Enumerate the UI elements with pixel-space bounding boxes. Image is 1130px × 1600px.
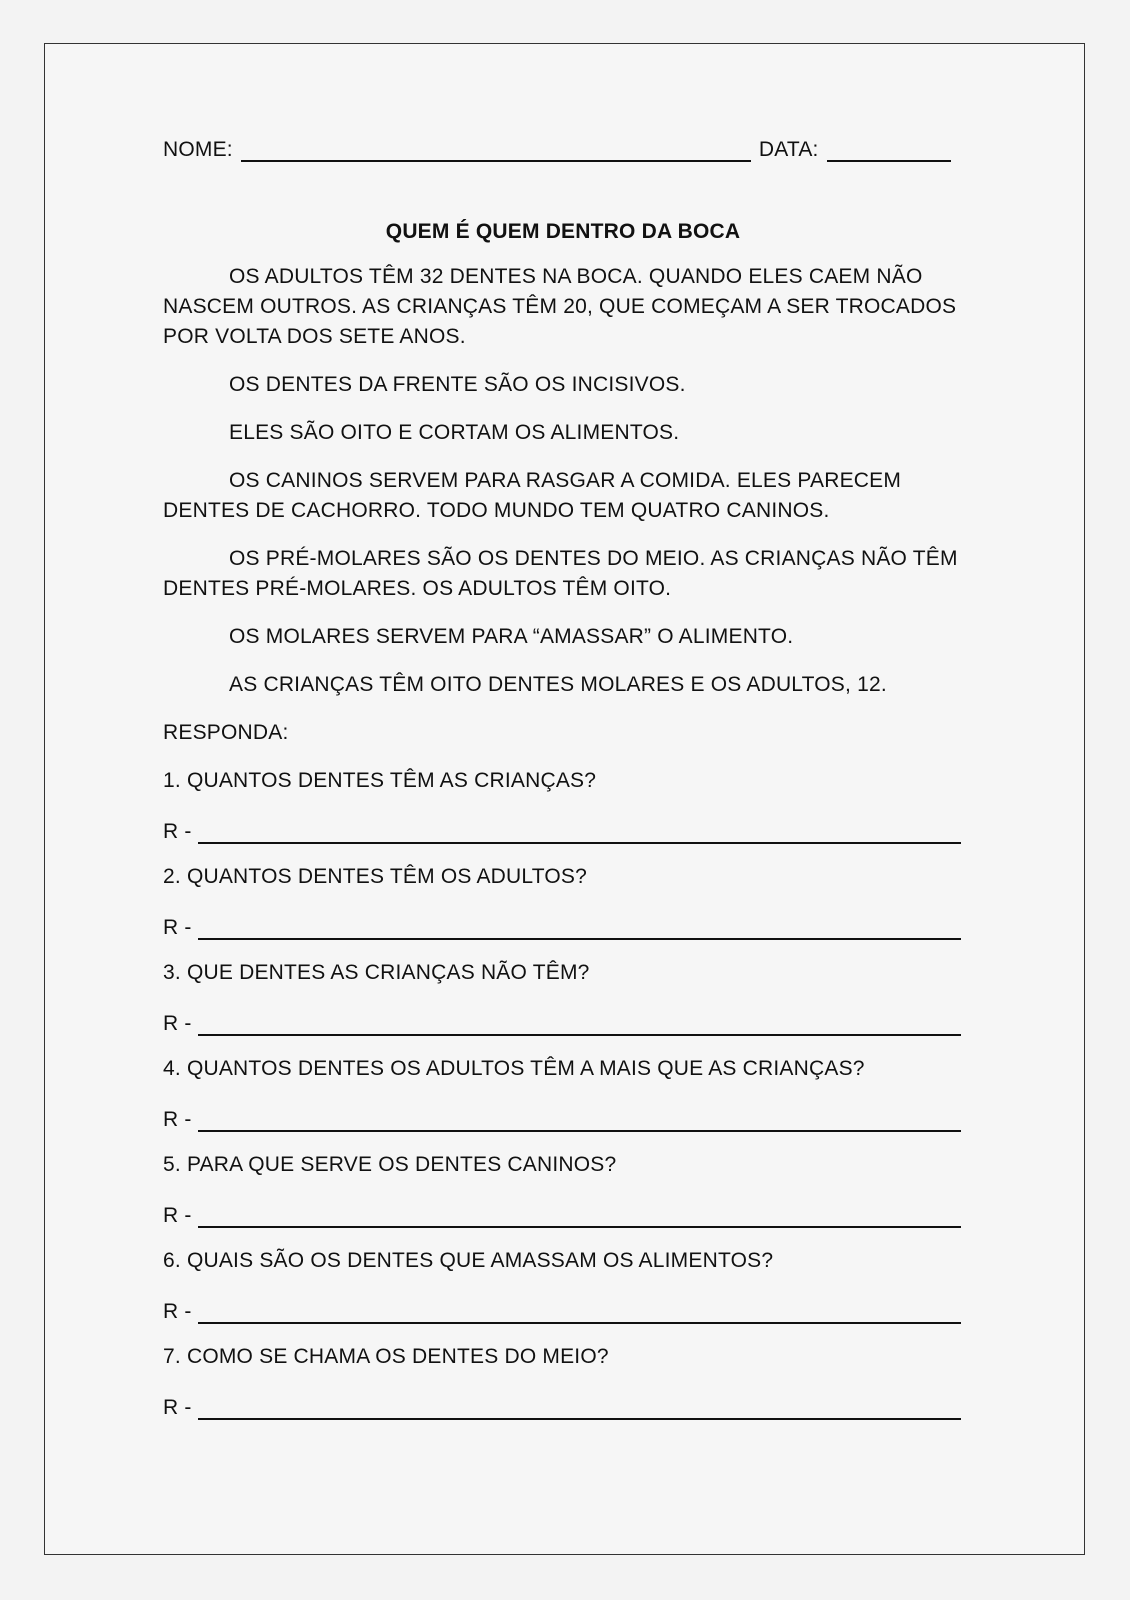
answer-7[interactable] bbox=[163, 1390, 963, 1420]
answer-blank-line[interactable] bbox=[198, 1302, 961, 1324]
answer-blank-line[interactable] bbox=[198, 822, 961, 844]
question-5: 5. PARA QUE SERVE OS DENTES CANINOS? bbox=[163, 1153, 617, 1176]
question-3: 3. QUE DENTES AS CRIANÇAS NÃO TÊM? bbox=[163, 961, 590, 984]
answer-label: R - bbox=[163, 1108, 192, 1131]
worksheet-page bbox=[44, 43, 1085, 1555]
paragraph-incisors: OS DENTES DA FRENTE SÃO OS INCISIVOS. bbox=[229, 373, 686, 396]
answer-blank-line[interactable] bbox=[198, 1110, 961, 1132]
question-2: 2. QUANTOS DENTES TÊM OS ADULTOS? bbox=[163, 865, 587, 888]
worksheet-content bbox=[163, 132, 963, 1420]
answer-1[interactable] bbox=[163, 814, 963, 844]
answer-label: R - bbox=[163, 1012, 192, 1035]
respond-label: RESPONDA: bbox=[163, 721, 289, 744]
date-blank-line[interactable] bbox=[827, 138, 951, 162]
answer-3[interactable] bbox=[163, 1006, 963, 1036]
answer-label: R - bbox=[163, 1396, 192, 1419]
answer-2[interactable] bbox=[163, 910, 963, 940]
worksheet-title: QUEM É QUEM DENTRO DA BOCA bbox=[385, 220, 741, 243]
paragraph-incisors-count: ELES SÃO OITO E CORTAM OS ALIMENTOS. bbox=[229, 421, 680, 444]
paragraph-premolars: OS PRÉ-MOLARES SÃO OS DENTES DO MEIO. AS CRIANÇAS NÃO TÊM DENTES PRÉ-MOLARES. OS ADULTOS TÊM OITO. bbox=[163, 547, 958, 600]
answer-6[interactable] bbox=[163, 1294, 963, 1324]
answer-label: R - bbox=[163, 1204, 192, 1227]
paragraph-molars: OS MOLARES SERVEM PARA “AMASSAR” O ALIMENTO. bbox=[229, 625, 794, 648]
paragraph-canines: OS CANINOS SERVEM PARA RASGAR A COMIDA. ELES PARECEM DENTES DE CACHORRO. TODO MUNDO TEM QUATRO CANINOS. bbox=[163, 469, 902, 522]
name-blank-line[interactable] bbox=[241, 138, 751, 162]
question-7: 7. COMO SE CHAMA OS DENTES DO MEIO? bbox=[163, 1345, 609, 1368]
answer-label: R - bbox=[163, 1300, 192, 1323]
paragraph-adults-teeth: OS ADULTOS TÊM 32 DENTES NA BOCA. QUANDO ELES CAEM NÃO NASCEM OUTROS. AS CRIANÇAS TÊM 20, QUE COMEÇAM A SER TROCADOS POR VOLTA DOS SETE ANOS. bbox=[163, 265, 957, 348]
answer-label: R - bbox=[163, 916, 192, 939]
answer-5[interactable] bbox=[163, 1198, 963, 1228]
answer-label: R - bbox=[163, 820, 192, 843]
answer-blank-line[interactable] bbox=[198, 1398, 961, 1420]
question-1: 1. QUANTOS DENTES TÊM AS CRIANÇAS? bbox=[163, 769, 597, 792]
question-6: 6. QUAIS SÃO OS DENTES QUE AMASSAM OS ALIMENTOS? bbox=[163, 1249, 774, 1272]
date-label: DATA: bbox=[758, 138, 819, 161]
header-fields bbox=[163, 132, 963, 162]
paragraph-molars-count: AS CRIANÇAS TÊM OITO DENTES MOLARES E OS ADULTOS, 12. bbox=[229, 673, 887, 696]
name-label: NOME: bbox=[163, 138, 233, 161]
answer-blank-line[interactable] bbox=[198, 918, 961, 940]
answer-4[interactable] bbox=[163, 1102, 963, 1132]
answer-blank-line[interactable] bbox=[198, 1014, 961, 1036]
question-4: 4. QUANTOS DENTES OS ADULTOS TÊM A MAIS QUE AS CRIANÇAS? bbox=[163, 1057, 865, 1080]
answer-blank-line[interactable] bbox=[198, 1206, 961, 1228]
